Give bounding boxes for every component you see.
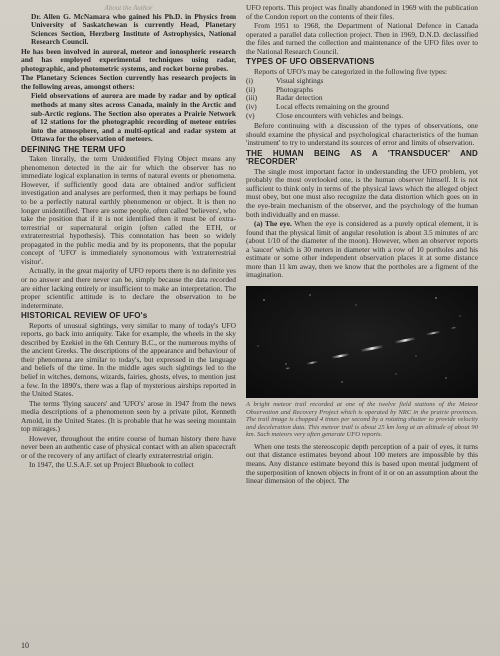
paragraph-text: When the eye is considered as a purely optical element, it is found that the physical limit of angular resolution is about 3.5 minutes of arc (about 1/10 of the diameter of the moon). However, when an observer reports a 'saucer' which is 30 meters in diameter with a row of 10 portholes and his estimate or some other independent observation places it at some distance more than 11 km away, then we know that the portholes are a figment of the imagination. — [246, 219, 478, 280]
body-paragraph: The terms 'flying saucers' and 'UFO's' arose in 1947 from the news media descriptions of a phenomenon seen by a private pilot, Kenneth Arnold, in the United States. (It is probable that he was seeing mountain top mirages.) — [21, 398, 236, 434]
body-paragraph: UFO reports. This project was finally abandoned in 1969 with the publication of the Condon report on the contents of their files. — [246, 3, 478, 21]
list-item-number: (v) — [246, 110, 255, 120]
meteor-trail-image — [246, 286, 478, 398]
bio-paragraph: Field observations of aurora are made by radar and by optical methods at many sites across Canada, mainly in the Arctic and sub-Arctic regions. The Section also operates a Prairie Network of 12 stations for the photographic recording of meteor entries into the atmosphere, and a multi-optical and radar system at Ottawa for the observation of meteors. — [31, 91, 236, 144]
body-paragraph — [246, 220, 478, 280]
body-paragraph: Taken literally, the term Unidentified Flying Object means any phenomenon detected in the air for which the observer has no immediate logical explanation in terms of natural events or phenomena. However, if sufficiently good data are obtained and/or sufficient investigation and analyses are performed, then it may perhaps be found to be a perfectly natural earthly phenomenon or object. It is then no longer unidentified. There are some people, often called 'believers', who take the position that if it is not identified then it must be of extra-terrestrial or supernatural origin (often called the ETH, or extraterrestrial hypothesis). This connotation has been so widely propagated in the public media and by its proponents, that the popular concept of 'UFO' is immediately synonomous with 'extraterrestrial visitor'. — [21, 154, 236, 266]
subsection-label: (a) The eye. — [254, 219, 292, 229]
list-item-text: Radar detection — [276, 93, 323, 103]
list-item — [246, 112, 478, 121]
section-heading: DEFINING THE TERM UFO — [21, 144, 126, 154]
body-paragraph: Before continuing with a discussion of the types of observations, one should examine the physical and psychological characteristics of the human 'instrument' to try to understand its sources of error and limits of observation. — [246, 121, 478, 148]
list-item-number: (iv) — [246, 102, 257, 112]
body-paragraph: The single most important factor in understanding the UFO problem, yet probably the most overlooked one, is the human observer himself. It is not sufficient to think only in terms of the physical laws which the alleged object must obey, but one must also recognize the data distortion which goes on in the eye-brain mechanism of the observer, and the psychology of the human both individually and en masse. — [246, 166, 478, 219]
meteor-trail-photo — [246, 286, 478, 398]
list-item-number: (ii) — [246, 84, 256, 94]
bio-paragraph: Dr. Allen G. McNamara who gained his Ph.D. in Physics from University of Saskatchewan is currently Head, Planetary Sciences Section, Herzberg Institute of Astrophysics, National Research Council. — [31, 11, 236, 47]
body-paragraph: From 1951 to 1968, the Department of National Defence in Canada operated a parallel data collection project. Then in 1969, D.N.D. declassified the files and turned the collection and maintenance of the UFO files over to the National Research Council. — [246, 21, 478, 56]
types-list — [246, 77, 478, 120]
body-paragraph: Actually, in the great majority of UFO reports there is no definite yes or no answer and there never can be, simply because the data recorded are either lacking entirely or insufficient to make an interpretation. The proper scientific attitude is to declare the observation to be indeterminate. — [21, 266, 236, 310]
body-paragraph: Reports of UFO's may be categorized in the following five types: — [254, 66, 448, 76]
list-item-text: Local effects remaining on the ground — [276, 102, 389, 112]
list-item-text: Visual sightings — [276, 76, 324, 86]
body-paragraph: When one tests the stereoscopic depth perception of a pair of eyes, it turns out that distance estimates beyond about 100 meters are impossible by this means. Any distance estimate beyond this is based upon mental judgment of the superposition of known objects in front of it or on an assumption about the linear dimension of the object. The — [246, 441, 478, 486]
section-heading: THE HUMAN BEING AS A 'TRANSDUCER' AND 'RECORDER' — [246, 148, 478, 167]
bio-title: About the Author — [104, 4, 153, 12]
left-column — [21, 4, 236, 471]
bio-paragraph: He has been involved in auroral, meteor and ionospheric research and has employed experimental techniques using radar, photographic, and photometric systems, and rocket borne probes. — [21, 46, 236, 73]
body-paragraph: In 1947, the U.S.A.F. set up Project Bluebook to collect — [29, 460, 194, 470]
section-heading: HISTORICAL REVIEW OF UFO's — [21, 311, 148, 321]
right-column — [246, 4, 478, 487]
body-paragraph: Reports of unusual sightings, very similar to many of today's UFO reports, go back into antiquity. Take for example, the wheels in the sky described by Ezekiel in the 6th Century B.C., or the numerous myths of the ancient Greeks. The descriptions of the appearance and behaviour of their phenomena are similar to today's, but expressed in the language and beliefs of the time. In the middle ages such sightings led to the belief in witches, demons, wizards, fairies, ghosts, elves, to mention just a few. In the 1890's, there was a flap of mysterious airships reported in the United States. — [21, 320, 236, 399]
list-item-text: Close encounters with vehicles and beings. — [276, 110, 404, 120]
list-item-text: Photographs — [276, 84, 313, 94]
list-item-number: (i) — [246, 76, 253, 86]
photo-caption: A bright meteor trail recorded at one of the twelve field stations of the Meteor Observation and Recovery Project which is operated by NRC in the prairie provinces. The trail image is chopped 4 times per second by a rotating shutter to provide velocity and deceleration data. This meteor trail is about 25 km long at an altitude of about 90 km. Such meteors very often generate UFO reports. — [246, 400, 478, 439]
list-item-number: (iii) — [246, 93, 258, 103]
page-number: 10 — [21, 641, 29, 650]
section-heading: TYPES OF UFO OBSERVATIONS — [246, 57, 375, 67]
bio-paragraph: The Planetary Sciences Section currently has research projects in the following areas, amongst others: — [21, 73, 236, 91]
body-paragraph: However, throughout the entire course of human history there have never been an authentic case of physical contact with an alien spacecraft or of the recovery of any artifact of clearly extraterrestrial origin. — [21, 433, 236, 460]
